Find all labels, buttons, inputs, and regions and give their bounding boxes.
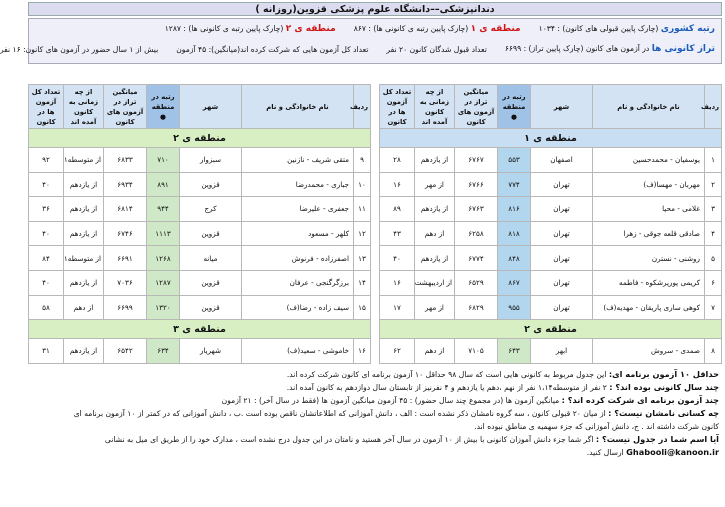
zone-header-row: منطقه ی ۳ bbox=[29, 320, 371, 339]
col-row: ردیف bbox=[354, 85, 371, 129]
national-rank-info: رتبه کشوری (چارک پایین قبولی های کانون) : ۱۰۳۴ bbox=[538, 24, 715, 34]
col-name: نام خانوادگی و نام bbox=[593, 85, 705, 129]
col-city: شهر bbox=[531, 85, 593, 129]
table-row: ۲ مهربان - مهسا(ف) تهران ۷۷۴ ۶۷۶۶ از مهر ۱۶ bbox=[380, 172, 722, 197]
footnote-missing: چه کسانی نامشان نیست؟ : از میان ۲۰ قبولی کانون ، سه گروه نامشان ذکر نشده است : الف ، دانش آموزانی که اطلاعاتشان ناقص بوده است .ب ، دانش آموزانی که در کمتر از ۱۰ آزمون برنامه ای bbox=[73, 408, 719, 418]
zone-header-row: منطقه ی ۱ bbox=[380, 129, 722, 148]
col-city: شهر bbox=[180, 85, 242, 129]
table-row: ۱۳ اصفرزاده - فرنوش میانه ۱۲۶۸ ۶۶۹۱ از متوسطه۱ ۸۴ bbox=[29, 246, 371, 271]
table-row: ۹ متقی شریف - نازنین سبزوار ۷۱۰ ۶۸۳۳ از متوسطه۱ ۹۲ bbox=[29, 148, 371, 173]
col-name: نام خانوادگی و نام bbox=[242, 85, 354, 129]
table-row: ۱۲ کلهر - مسعود قزوین ۱۱۱۳ ۶۷۴۶ از یازدهم ۴۰ bbox=[29, 221, 371, 246]
col-rank[interactable]: رتبه در منطقه ● bbox=[498, 85, 531, 129]
footnote-email-line: Ghabooli@kanoon.ir ارسال کنید. bbox=[586, 447, 719, 457]
table-row: ۴ صادقی قلعه جوقی - زهرا تهران ۸۱۸ ۶۲۵۸ از دهم ۴۳ bbox=[380, 221, 722, 246]
page-title: دندانپزشکی––دانشگاه علوم پزشکی قزوین(روزانه ) bbox=[28, 2, 722, 16]
sort-dot-icon: ● bbox=[160, 112, 166, 121]
footnote-not-listed: آیا اسم شما در جدول نیست؟ : اگر شما جزء دانش آموزان کانونی با بیش از ۱۰ آزمون در سال آخر هستید و نامتان در این جدول درج نشده است ، مدارک خود را از طریق ای میل به نشانی bbox=[104, 434, 719, 444]
accepted-count: تعداد قبول شدگان کانون ۲۰ نفر bbox=[386, 44, 487, 54]
table-row: ۶ کریمی پورپرشکوه - فاطمه تهران ۸۶۷ ۶۵۲۹ از اردیبهشت ۱۶ bbox=[380, 270, 722, 295]
footnote-years: چند سال کانونی بوده اند؟ : ۲ نفر از متوسطه۱،۱۴ نفر از نهم ،دهم یا یازدهم و ۴ نفرنیز از تابستان سال دوازدهم به کانون آمده اند. bbox=[286, 382, 719, 392]
table-row: ۱ یوسفیان - محمدحسین اصفهان ۵۵۳ ۶۷۶۷ از یازدهم ۲۸ bbox=[380, 148, 722, 173]
zone2-rank-info: منطقه ی ۲ (چارک پایین رتبه ی کانونی ها) : ۱۲۸۷ bbox=[164, 24, 336, 34]
zone-header-row: منطقه ی ۲ bbox=[380, 320, 722, 339]
table-row: ۱۵ سیف زاده - رضا(ف) قزوین ۱۳۲۰ ۶۶۹۹ از دهم ۵۸ bbox=[29, 295, 371, 320]
col-since: از چه زمانی به کانون آمده اند bbox=[415, 85, 455, 129]
col-row: ردیف bbox=[705, 85, 722, 129]
summary-panel bbox=[0, 18, 722, 64]
over-one-year-info: بیش از ۱ سال حضور در آزمون های کانون: ۱۶ نفر bbox=[0, 44, 159, 54]
table-row: ۸ صمدی - سروش ابهر ۶۴۳ ۷۱۰۵ از دهم ۶۲ bbox=[380, 339, 722, 364]
col-total: تعداد کل آزمون ها در کانون bbox=[29, 85, 64, 129]
zone-header-row: منطقه ی ۲ bbox=[29, 129, 371, 148]
col-avg: میانگین تراز در آزمون های کانون bbox=[104, 85, 147, 129]
col-since: از چه زمانی به کانون آمده اند bbox=[64, 85, 104, 129]
email-link[interactable]: Ghabooli@kanoon.ir bbox=[626, 447, 719, 457]
table-row: ۷ کوهی ساری پاریقان - مهدیه(ف) تهران ۹۵۵ ۶۸۲۹ از مهر ۱۷ bbox=[380, 295, 722, 320]
table-row: ۱۱ جعفری - علیرضا کرج ۹۴۴ ۶۸۱۴ از یازدهم ۳۶ bbox=[29, 197, 371, 222]
col-avg: میانگین تراز در آزمون های کانون bbox=[455, 85, 498, 129]
results-table-right bbox=[379, 84, 722, 364]
footnote-min-exams: حداقل ۱۰ آزمون برنامه ای: این جدول مربوط به کانونی هایی است که سال ۹۸ حداقل ۱۰ آزمون برنامه ای کانون شرکت کرده اند. bbox=[286, 369, 719, 379]
score-info: تراز کانونی ها در آزمون های کانون (چارک پایین تراز) : ۶۶۹۹ bbox=[504, 44, 715, 54]
zone1-rank-info: منطقه ی ۱ (چارک پایین رتبه ی کانونی ها) : ۸۶۷ bbox=[353, 24, 521, 34]
summary-row-scores bbox=[0, 42, 715, 56]
table-row: ۱۶ خاموشی - سعید(ف) شهریار ۶۳۴ ۶۵۴۲ از یازدهم ۳۱ bbox=[29, 339, 371, 364]
avg-exams-info: تعداد کل آزمون هایی که شرکت کرده اند(میانگین): ۴۵ آزمون bbox=[176, 44, 369, 54]
sort-dot-icon: ● bbox=[511, 112, 517, 121]
table-row: ۵ روشنی - نسترن تهران ۸۴۸ ۶۷۷۴ از یازدهم ۴۰ bbox=[380, 246, 722, 271]
footnote-exam-count: چند آزمون برنامه ای شرکت کرده اند؟ : میانگین آزمون ها (در مجموع چند سال حضور) : ۴۵ آزمون میانگین آزمون ها (فقط در سال آخر) : ۲۱ آزمون bbox=[221, 395, 719, 405]
col-rank[interactable]: رتبه در منطقه ● bbox=[147, 85, 180, 129]
table-row: ۱۰ جباری - محمدرضا قزوین ۸۹۱ ۶۹۳۴ از یازدهم ۴۰ bbox=[29, 172, 371, 197]
table-row: ۱۴ برزگرگنجی - عرفان قزوین ۱۲۸۷ ۷۰۳۶ از یازدهم ۴۰ bbox=[29, 270, 371, 295]
footnote-missing-cont: کانون شرکت داشته اند . ج، دانش آموزانی که جزء سهمیه ی مناطق نبوده اند. bbox=[474, 422, 719, 431]
results-table-left bbox=[28, 84, 371, 364]
table-row: ۳ غلامی - محیا تهران ۸۱۶ ۶۷۶۳ از یازدهم ۸۹ bbox=[380, 197, 722, 222]
col-total: تعداد کل آزمون ها در کانون bbox=[380, 85, 415, 129]
footnotes bbox=[31, 368, 719, 459]
summary-row-ranks bbox=[35, 22, 715, 36]
